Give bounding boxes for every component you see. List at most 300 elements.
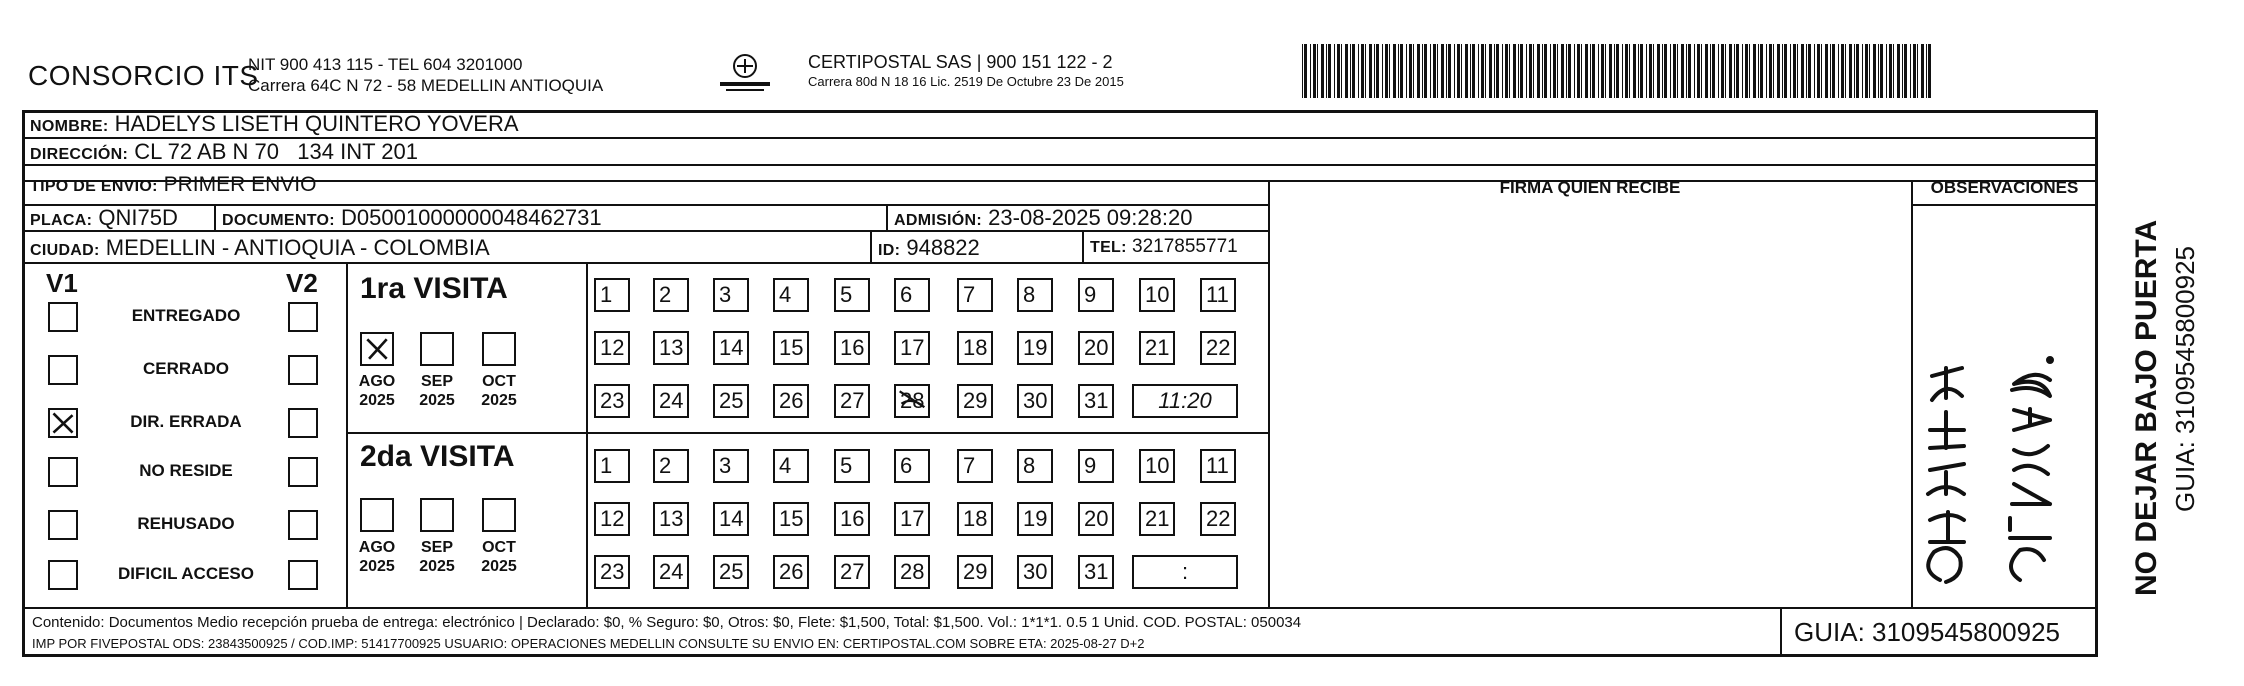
day-box[interactable]: 2 xyxy=(653,449,689,483)
barcode-bar xyxy=(1568,44,1571,98)
v1-label: V1 xyxy=(46,268,78,298)
barcode-bar xyxy=(1446,44,1447,98)
v1-checkbox[interactable] xyxy=(48,408,78,438)
barcode-bar xyxy=(1710,44,1711,98)
tel-label: TEL: xyxy=(1090,239,1127,256)
barcode-bar xyxy=(1413,44,1414,98)
barcode-bar xyxy=(1760,44,1763,98)
no-dejar-bajo-puerta: NO DEJAR BAJO PUERTA xyxy=(2130,219,2163,596)
month-year-label xyxy=(415,538,459,576)
day-box[interactable]: 30 xyxy=(1017,555,1053,589)
barcode-bar xyxy=(1601,44,1604,98)
barcode-bar xyxy=(1694,44,1695,98)
day-box[interactable]: 7 xyxy=(957,278,993,312)
barcode-bar xyxy=(1574,44,1575,98)
day-box[interactable]: 23 xyxy=(594,555,630,589)
day-box[interactable]: 15 xyxy=(773,502,809,536)
barcode-bar xyxy=(1673,44,1676,98)
side-guia: GUIA: 3109545800925 xyxy=(2170,246,2200,512)
day-box[interactable]: 12 xyxy=(594,502,630,536)
day-box[interactable]: 20 xyxy=(1078,331,1114,365)
barcode-bar xyxy=(1581,44,1582,98)
day-box[interactable]: 10 xyxy=(1139,449,1175,483)
barcode-bar xyxy=(1533,44,1534,98)
barcode-bar xyxy=(1465,44,1468,98)
barcode-bar xyxy=(1472,44,1475,98)
barcode-bar xyxy=(1649,44,1652,98)
month-year-label xyxy=(477,372,521,410)
day-box[interactable]: 10 xyxy=(1139,278,1175,312)
barcode-bar xyxy=(1542,44,1543,98)
barcode-bar xyxy=(1310,44,1311,98)
v2-checkbox[interactable] xyxy=(288,302,318,332)
barcode-bar xyxy=(1681,44,1684,98)
barcode-bar xyxy=(1913,44,1916,98)
day-box[interactable]: 25 xyxy=(713,555,749,589)
day-box[interactable]: 11 xyxy=(1200,449,1236,483)
day-box[interactable]: 6 xyxy=(894,278,930,312)
barcode-bar xyxy=(1625,44,1628,98)
imp-line: IMP POR FIVEPOSTAL ODS: 23843500925 / COD.IMP: 51417700925 USUARIO: OPERACIONES MEDELLIN CONSULTE SU ENVIO EN: CERTIPOSTAL.COM SOBRE ETA: 2025-08-27 D+2 xyxy=(32,636,1145,651)
barcode-bar xyxy=(1470,44,1471,98)
barcode-bar xyxy=(1374,44,1375,98)
year-label: 2025 xyxy=(419,558,455,575)
barcode-bar xyxy=(1489,44,1492,98)
placa-label: PLACA: xyxy=(30,212,93,229)
second-visit-title: 2da VISITA xyxy=(360,440,515,473)
month-checkbox[interactable] xyxy=(360,498,394,532)
month-label: SEP xyxy=(420,373,453,390)
documento-label: DOCUMENTO: xyxy=(222,212,335,229)
barcode-bar xyxy=(1664,44,1667,98)
day-box[interactable]: 19 xyxy=(1017,502,1053,536)
v1-checkbox[interactable] xyxy=(48,560,78,590)
barcode-bar xyxy=(1814,44,1815,98)
day-box[interactable]: 13 xyxy=(653,331,689,365)
day-box[interactable]: 15 xyxy=(773,331,809,365)
day-box[interactable]: 4 xyxy=(773,278,809,312)
barcode-bar xyxy=(1585,44,1588,98)
barcode-bar xyxy=(1705,44,1708,98)
month-label: SEP xyxy=(420,539,453,556)
barcode-bar xyxy=(1461,44,1462,98)
barcode-bar xyxy=(1734,44,1735,98)
carrier-info xyxy=(808,52,1124,92)
barcode-bar xyxy=(1897,44,1900,98)
day-box[interactable]: 23 xyxy=(594,384,630,418)
barcode-bar xyxy=(1454,44,1455,98)
barcode-bar xyxy=(1878,44,1879,98)
year-label: 2025 xyxy=(481,392,517,409)
firma-header: FIRMA QUIEN RECIBE xyxy=(1499,178,1681,197)
barcode-bar xyxy=(1745,44,1748,98)
barcode-bar xyxy=(1856,44,1859,98)
v2-checkbox[interactable] xyxy=(288,560,318,590)
barcode-bar xyxy=(1793,44,1796,98)
barcode-bar xyxy=(1845,44,1846,98)
barcode-bar xyxy=(1341,44,1342,98)
barcode-bar xyxy=(1553,44,1556,98)
day-box[interactable]: 19 xyxy=(1017,331,1053,365)
barcode-bar xyxy=(1313,44,1316,98)
documento-cell xyxy=(222,205,602,231)
day-box[interactable]: 9 xyxy=(1078,278,1114,312)
barcode-bar xyxy=(1302,44,1303,98)
company-address: Carrera 64C N 72 - 58 MEDELLIN ANTIOQUIA xyxy=(248,76,604,95)
barcode-bar xyxy=(1457,44,1460,98)
placa-value: QNI75D xyxy=(98,205,178,230)
tipo-envio-row xyxy=(30,173,316,197)
barcode-bar xyxy=(1712,44,1715,98)
month-checkbox[interactable] xyxy=(482,332,516,366)
day-box[interactable]: 28 xyxy=(894,384,930,418)
barcode-bar xyxy=(1777,44,1780,98)
barcode-bar xyxy=(1862,44,1863,98)
year-label: 2025 xyxy=(359,392,395,409)
barcode-bar xyxy=(1537,44,1540,98)
day-box[interactable]: 25 xyxy=(713,384,749,418)
barcode-bar xyxy=(1422,44,1423,98)
day-box[interactable]: 14 xyxy=(713,331,749,365)
day-box[interactable]: 31 xyxy=(1078,384,1114,418)
barcode-bar xyxy=(1304,44,1307,98)
barcode-bar xyxy=(1334,44,1335,98)
v2-label: V2 xyxy=(286,268,318,298)
barcode-bar xyxy=(1729,44,1732,98)
barcode-bar xyxy=(1808,44,1811,98)
v1-checkbox[interactable] xyxy=(48,510,78,540)
barcode-bar xyxy=(1904,44,1907,98)
day-box[interactable]: 14 xyxy=(713,502,749,536)
month-checkbox[interactable] xyxy=(420,498,454,532)
barcode-bar xyxy=(1749,44,1750,98)
day-box[interactable]: 20 xyxy=(1078,502,1114,536)
id-value: 948822 xyxy=(906,235,980,260)
barcode-bar xyxy=(1928,44,1931,98)
nombre-value: HADELYS LISETH QUINTERO YOVERA xyxy=(114,111,519,136)
first-visit-title: 1ra VISITA xyxy=(360,272,508,305)
day-box[interactable]: 29 xyxy=(957,555,993,589)
documento-value: D05001000000048462731 xyxy=(341,205,602,230)
barcode-bar xyxy=(1345,44,1348,98)
v2-checkbox[interactable] xyxy=(288,408,318,438)
barcode-bar xyxy=(1577,44,1580,98)
barcode-bar xyxy=(1806,44,1807,98)
id-cell xyxy=(878,235,980,261)
barcode-bar xyxy=(1725,44,1726,98)
tipo-envio-label: TIPO DE ENVIO: xyxy=(30,178,158,195)
barcode-bar xyxy=(1382,44,1383,98)
barcode-bar xyxy=(1605,44,1606,98)
barcode-bar xyxy=(1598,44,1599,98)
id-label: ID: xyxy=(878,242,901,259)
barcode-bar xyxy=(1838,44,1839,98)
day-box[interactable]: 24 xyxy=(653,555,689,589)
barcode-bar xyxy=(1742,44,1743,98)
barcode-bar xyxy=(1889,44,1892,98)
month-label: OCT xyxy=(482,373,516,390)
barcode-bar xyxy=(1784,44,1787,98)
barcode-bar xyxy=(1686,44,1687,98)
barcode-bar xyxy=(1633,44,1636,98)
time-box[interactable]: 11:20 xyxy=(1132,384,1238,418)
v1-checkbox[interactable] xyxy=(48,457,78,487)
barcode-bar xyxy=(1526,44,1527,98)
day-box[interactable]: 21 xyxy=(1139,331,1175,365)
handwritten-observation xyxy=(1900,280,2080,600)
status-label: DIR. ERRADA xyxy=(130,412,242,431)
barcode-bar xyxy=(1886,44,1887,98)
barcode-bar xyxy=(1389,44,1390,98)
barcode-bar xyxy=(1337,44,1340,98)
barcode-bar xyxy=(1361,44,1364,98)
v1-checkbox[interactable] xyxy=(48,302,78,332)
day-box[interactable]: 3 xyxy=(713,278,749,312)
barcode-bar xyxy=(1520,44,1523,98)
barcode-bar xyxy=(1640,44,1643,98)
barcode-bar xyxy=(1328,44,1331,98)
day-box[interactable]: 27 xyxy=(834,384,870,418)
barcode-bar xyxy=(1821,44,1822,98)
nombre-label: NOMBRE: xyxy=(30,118,109,135)
barcode-bar xyxy=(1869,44,1870,98)
day-box[interactable]: 26 xyxy=(773,384,809,418)
barcode-bar xyxy=(1849,44,1852,98)
tipo-envio-value: PRIMER ENVIO xyxy=(163,173,317,196)
ciudad-cell xyxy=(30,235,490,261)
day-box[interactable]: 18 xyxy=(957,331,993,365)
day-box[interactable]: 28 xyxy=(894,555,930,589)
status-label: REHUSADO xyxy=(137,514,235,533)
day-box[interactable]: 16 xyxy=(834,502,870,536)
nit-line: NIT 900 413 115 - TEL 604 3201000 xyxy=(248,55,523,74)
barcode-bar xyxy=(1385,44,1388,98)
barcode-bar xyxy=(1406,44,1407,98)
barcode-bar xyxy=(1721,44,1724,98)
barcode-bar xyxy=(1502,44,1503,98)
admision-cell xyxy=(894,205,1192,231)
month-label: AGO xyxy=(358,539,396,556)
admision-value: 23-08-2025 09:28:20 xyxy=(988,205,1193,230)
barcode-bar xyxy=(1441,44,1444,98)
year-label: 2025 xyxy=(419,392,455,409)
day-box[interactable]: 3 xyxy=(713,449,749,483)
barcode-bar xyxy=(1424,44,1427,98)
day-box[interactable]: 5 xyxy=(834,449,870,483)
barcode-bar xyxy=(1773,44,1774,98)
day-box[interactable]: 12 xyxy=(594,331,630,365)
v2-checkbox[interactable] xyxy=(288,355,318,385)
barcode-bar xyxy=(1369,44,1372,98)
observaciones-header: OBSERVACIONES xyxy=(1930,178,2079,197)
barcode-bar xyxy=(1893,44,1894,98)
barcode-bar xyxy=(1481,44,1484,98)
barcode-bar xyxy=(1544,44,1547,98)
direccion-label: DIRECCIÓN: xyxy=(30,146,129,163)
barcode-bar xyxy=(1701,44,1702,98)
barcode-bar xyxy=(1326,44,1327,98)
barcode-bar xyxy=(1365,44,1366,98)
month-checkbox[interactable] xyxy=(482,498,516,532)
tel-cell xyxy=(1090,236,1238,258)
barcode-bar xyxy=(1653,44,1654,98)
barcode-bar xyxy=(1825,44,1828,98)
day-box[interactable]: 30 xyxy=(1017,384,1053,418)
v2-checkbox[interactable] xyxy=(288,510,318,540)
carrier-name: CERTIPOSTAL SAS | 900 151 122 - 2 xyxy=(808,52,1113,72)
barcode-bar xyxy=(1790,44,1791,98)
status-label: CERRADO xyxy=(143,359,229,378)
barcode-bar xyxy=(1718,44,1719,98)
day-box[interactable]: 24 xyxy=(653,384,689,418)
day-box[interactable]: 27 xyxy=(834,555,870,589)
day-box[interactable]: 17 xyxy=(894,331,930,365)
barcode-bar xyxy=(1437,44,1438,98)
time-box[interactable]: : xyxy=(1132,555,1238,589)
day-box[interactable]: 22 xyxy=(1200,331,1236,365)
day-box[interactable]: 7 xyxy=(957,449,993,483)
barcode-bar xyxy=(1910,44,1911,98)
barcode-bar xyxy=(1688,44,1691,98)
day-box[interactable]: 26 xyxy=(773,555,809,589)
barcode-bar xyxy=(1817,44,1820,98)
barcode-bar xyxy=(1505,44,1508,98)
barcode-bar xyxy=(1478,44,1479,98)
month-checkbox[interactable] xyxy=(420,332,454,366)
direccion-value: CL 72 AB N 70 134 INT 201 xyxy=(134,139,418,164)
barcode-bar xyxy=(1376,44,1379,98)
barcode-bar xyxy=(1902,44,1903,98)
day-box[interactable]: 5 xyxy=(834,278,870,312)
barcode-bar xyxy=(1409,44,1412,98)
placa-cell xyxy=(30,205,178,231)
barcode-bar xyxy=(1609,44,1612,98)
barcode-bar xyxy=(1873,44,1876,98)
barcode-bar xyxy=(1393,44,1396,98)
month-label: OCT xyxy=(482,539,516,556)
barcode-bar xyxy=(1766,44,1767,98)
barcode-bar xyxy=(1430,44,1431,98)
day-box[interactable]: 29 xyxy=(957,384,993,418)
status-label: NO RESIDE xyxy=(139,461,233,480)
barcode-bar xyxy=(1509,44,1510,98)
admision-label: ADMISIÓN: xyxy=(894,212,983,229)
year-label: 2025 xyxy=(481,558,517,575)
barcode xyxy=(1302,44,1932,98)
barcode-bar xyxy=(1561,44,1564,98)
check-mark-icon xyxy=(50,410,76,436)
barcode-bar xyxy=(1865,44,1868,98)
barcode-bar xyxy=(1496,44,1499,98)
barcode-bar xyxy=(1646,44,1647,98)
barcode-bar xyxy=(1321,44,1324,98)
day-box[interactable]: 6 xyxy=(894,449,930,483)
day-box[interactable]: 9 xyxy=(1078,449,1114,483)
barcode-bar xyxy=(1753,44,1756,98)
month-year-label xyxy=(477,538,521,576)
barcode-bar xyxy=(1352,44,1355,98)
barcode-bar xyxy=(1921,44,1924,98)
barcode-bar xyxy=(1529,44,1532,98)
ciudad-label: CIUDAD: xyxy=(30,242,100,259)
day-box[interactable]: 13 xyxy=(653,502,689,536)
contenido-line: Contenido: Documentos Medio recepción prueba de entrega: electrónico | Declarado: $0, % Seguro: $0, Otros: $0, Flete: $1,500, Total: $1,500. Vol.: 1*1*1. 0.5 1 Unid. COD. POSTAL: 050034 xyxy=(32,614,1302,631)
day-box[interactable]: 2 xyxy=(653,278,689,312)
company-name: CONSORCIO ITS xyxy=(28,60,259,91)
barcode-bar xyxy=(1590,44,1591,98)
carrier-license: Carrera 80d N 18 16 Lic. 2519 De Octubre 23 De 2015 xyxy=(808,74,1124,89)
barcode-bar xyxy=(1358,44,1359,98)
barcode-bar xyxy=(1350,44,1351,98)
barcode-bar xyxy=(1629,44,1630,98)
day-box[interactable]: 31 xyxy=(1078,555,1114,589)
day-box[interactable]: 8 xyxy=(1017,449,1053,483)
day-box[interactable]: 16 xyxy=(834,331,870,365)
day-box[interactable]: 21 xyxy=(1139,502,1175,536)
barcode-bar xyxy=(1880,44,1883,98)
check-mark-icon xyxy=(362,334,392,364)
month-year-label xyxy=(355,372,399,410)
barcode-bar xyxy=(1513,44,1516,98)
day-box[interactable]: 11 xyxy=(1200,278,1236,312)
barcode-bar xyxy=(1670,44,1671,98)
day-box[interactable]: 17 xyxy=(894,502,930,536)
barcode-bar xyxy=(1557,44,1558,98)
barcode-bar xyxy=(1854,44,1855,98)
barcode-bar xyxy=(1550,44,1551,98)
barcode-bar xyxy=(1926,44,1927,98)
day-box[interactable]: 1 xyxy=(594,449,630,483)
barcode-bar xyxy=(1398,44,1399,98)
barcode-bar xyxy=(1448,44,1451,98)
month-checkbox[interactable] xyxy=(360,332,394,366)
day-box[interactable]: 22 xyxy=(1200,502,1236,536)
ciudad-value: MEDELLIN - ANTIOQUIA - COLOMBIA xyxy=(105,235,490,260)
guia-footer: GUIA: 3109545800925 xyxy=(1780,609,2096,655)
barcode-bar xyxy=(1758,44,1759,98)
month-year-label xyxy=(355,538,399,576)
tel-value: 3217855771 xyxy=(1132,236,1238,257)
barcode-bar xyxy=(1614,44,1615,98)
barcode-bar xyxy=(1662,44,1663,98)
day-box[interactable]: 8 xyxy=(1017,278,1053,312)
barcode-bar xyxy=(1616,44,1619,98)
month-label: AGO xyxy=(358,373,396,390)
barcode-bar xyxy=(1830,44,1831,98)
barcode-bar xyxy=(1657,44,1660,98)
barcode-bar xyxy=(1677,44,1678,98)
day-box[interactable]: 1 xyxy=(594,278,630,312)
month-year-label xyxy=(415,372,459,410)
barcode-bar xyxy=(1917,44,1918,98)
status-label: DIFICIL ACCESO xyxy=(117,564,254,583)
day-box[interactable]: 18 xyxy=(957,502,993,536)
barcode-bar xyxy=(1433,44,1436,98)
barcode-bar xyxy=(1592,44,1595,98)
strike-mark-icon xyxy=(896,386,928,416)
barcode-bar xyxy=(1417,44,1420,98)
barcode-bar xyxy=(1801,44,1804,98)
day-box[interactable]: 4 xyxy=(773,449,809,483)
barcode-bar xyxy=(1485,44,1486,98)
barcode-bar xyxy=(1797,44,1798,98)
barcode-bar xyxy=(1841,44,1844,98)
barcode-bar xyxy=(1736,44,1739,98)
v2-checkbox[interactable] xyxy=(288,457,318,487)
barcode-bar xyxy=(1566,44,1567,98)
v1-checkbox[interactable] xyxy=(48,355,78,385)
barcode-bar xyxy=(1638,44,1639,98)
